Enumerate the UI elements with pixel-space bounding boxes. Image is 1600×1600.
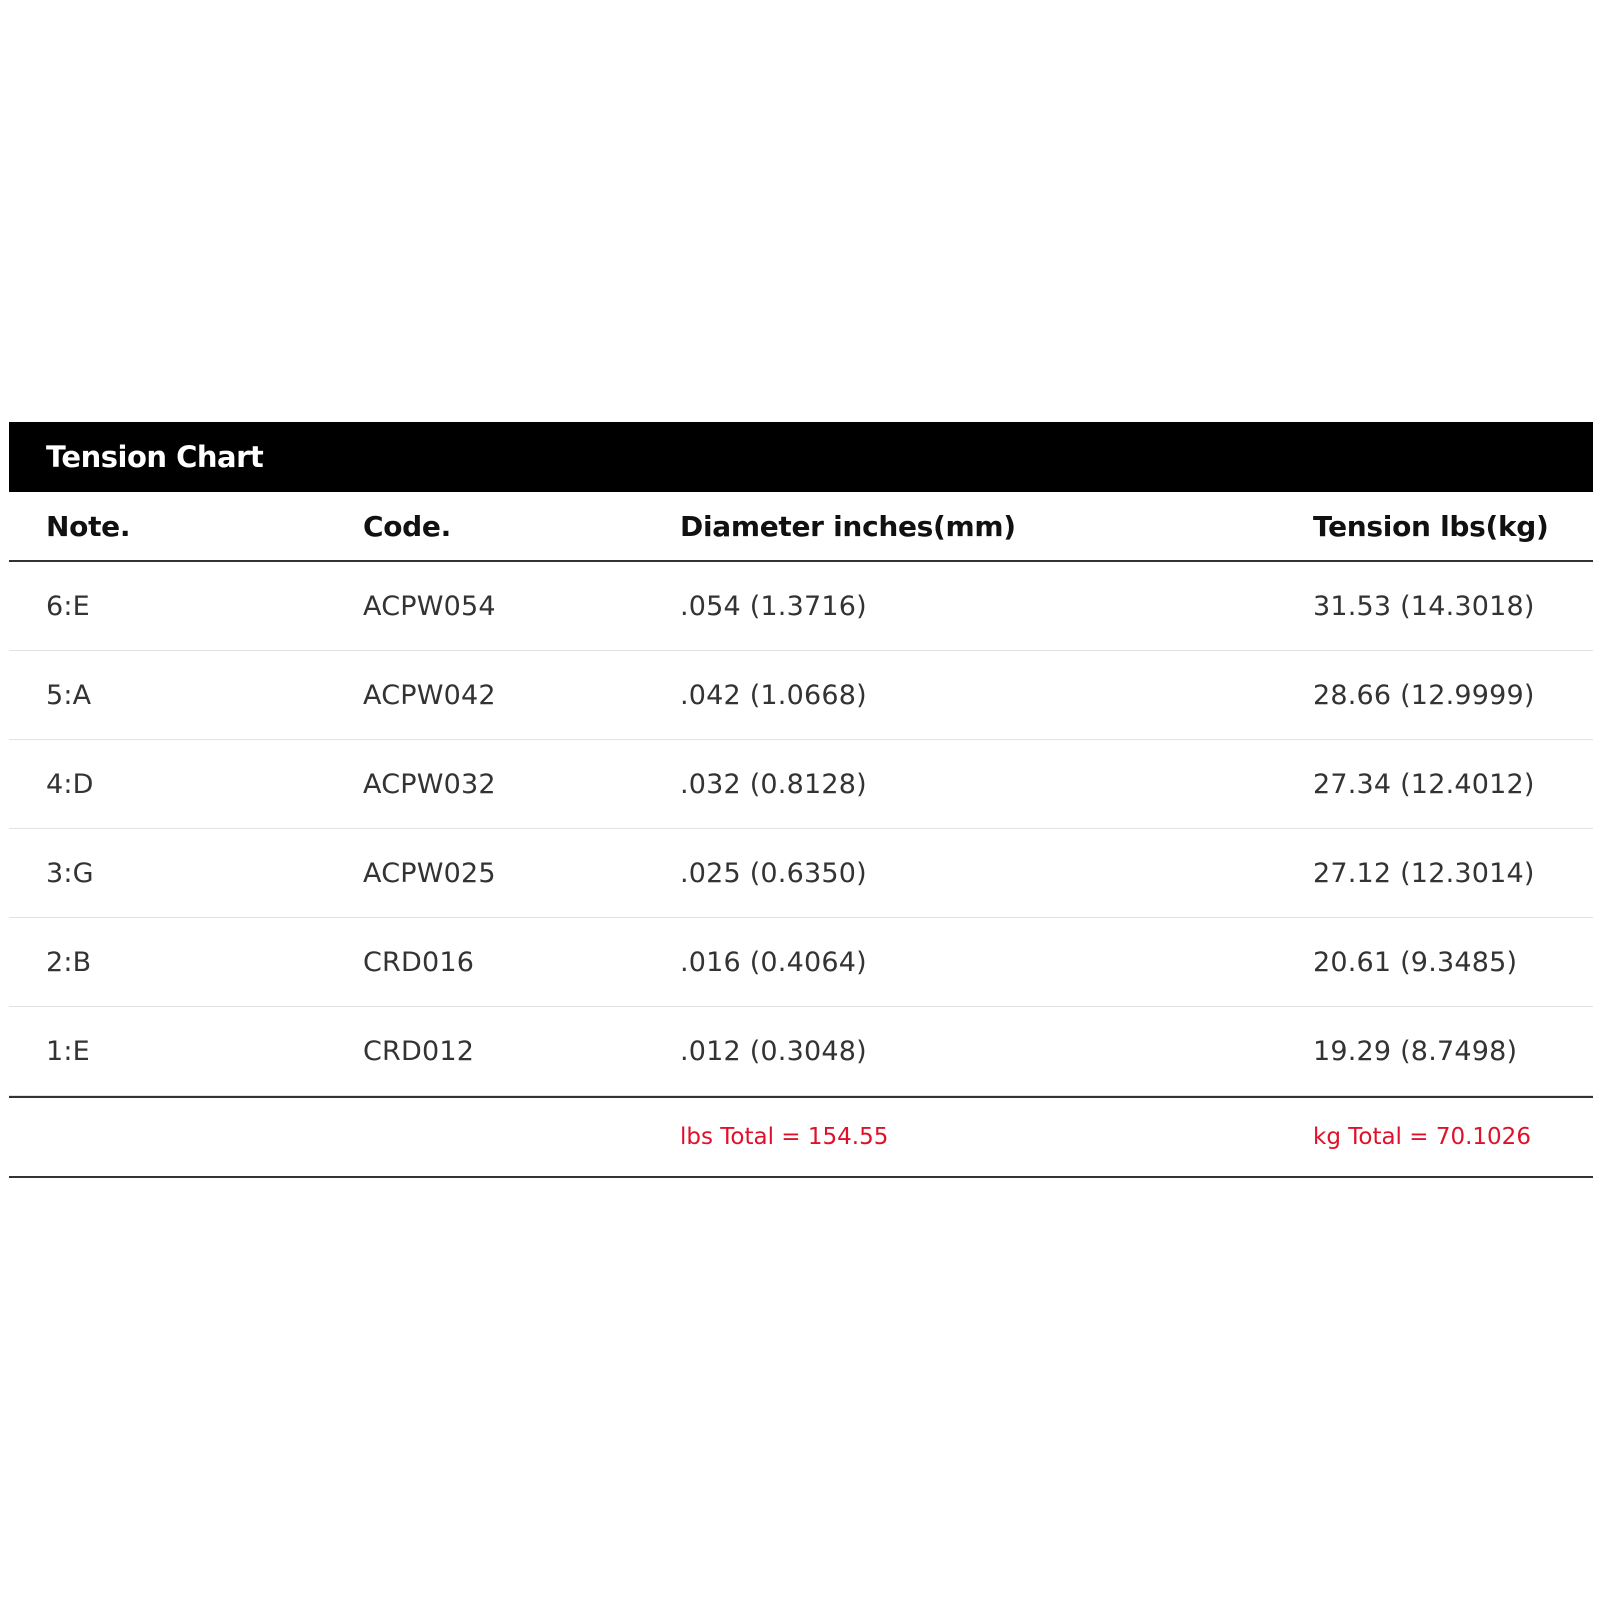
diameter-cell: .016 (0.4064) [680,946,867,978]
table-row [9,1007,1593,1096]
column-header-code: Code. [363,509,451,543]
tension-cell: 28.66 (12.9999) [1313,679,1535,711]
table-row [9,918,1593,1007]
diameter-cell: .054 (1.3716) [680,590,867,622]
diameter-cell: .025 (0.6350) [680,857,867,889]
note-cell: 2:B [46,946,92,978]
code-cell: ACPW025 [363,857,496,889]
diameter-cell: .042 (1.0668) [680,679,867,711]
kg-total: kg Total = 70.1026 [1313,1124,1531,1150]
code-cell: ACPW054 [363,590,496,622]
table-row [9,829,1593,918]
code-cell: ACPW032 [363,768,496,800]
note-cell: 1:E [46,1035,90,1067]
column-header-diameter: Diameter inches(mm) [680,509,1016,543]
tension-cell: 19.29 (8.7498) [1313,1035,1518,1067]
note-cell: 5:A [46,679,92,711]
title-bar [9,422,1593,492]
tension-cell: 27.34 (12.4012) [1313,768,1535,800]
column-header-note: Note. [46,509,131,543]
note-cell: 3:G [46,857,94,889]
diameter-cell: .032 (0.8128) [680,768,867,800]
header-row [9,492,1593,562]
note-cell: 4:D [46,768,94,800]
totals-row [9,1096,1593,1178]
code-cell: CRD012 [363,1035,475,1067]
chart-title: Tension Chart [46,440,264,474]
table-row [9,562,1593,651]
tension-cell: 20.61 (9.3485) [1313,946,1518,978]
table-row [9,651,1593,740]
note-cell: 6:E [46,590,90,622]
tension-cell: 27.12 (12.3014) [1313,857,1535,889]
lbs-total: lbs Total = 154.55 [680,1124,889,1150]
code-cell: CRD016 [363,946,475,978]
code-cell: ACPW042 [363,679,496,711]
column-header-tension: Tension lbs(kg) [1313,509,1549,543]
tension-chart-table [9,422,1593,1178]
tension-cell: 31.53 (14.3018) [1313,590,1535,622]
table-row [9,740,1593,829]
diameter-cell: .012 (0.3048) [680,1035,867,1067]
